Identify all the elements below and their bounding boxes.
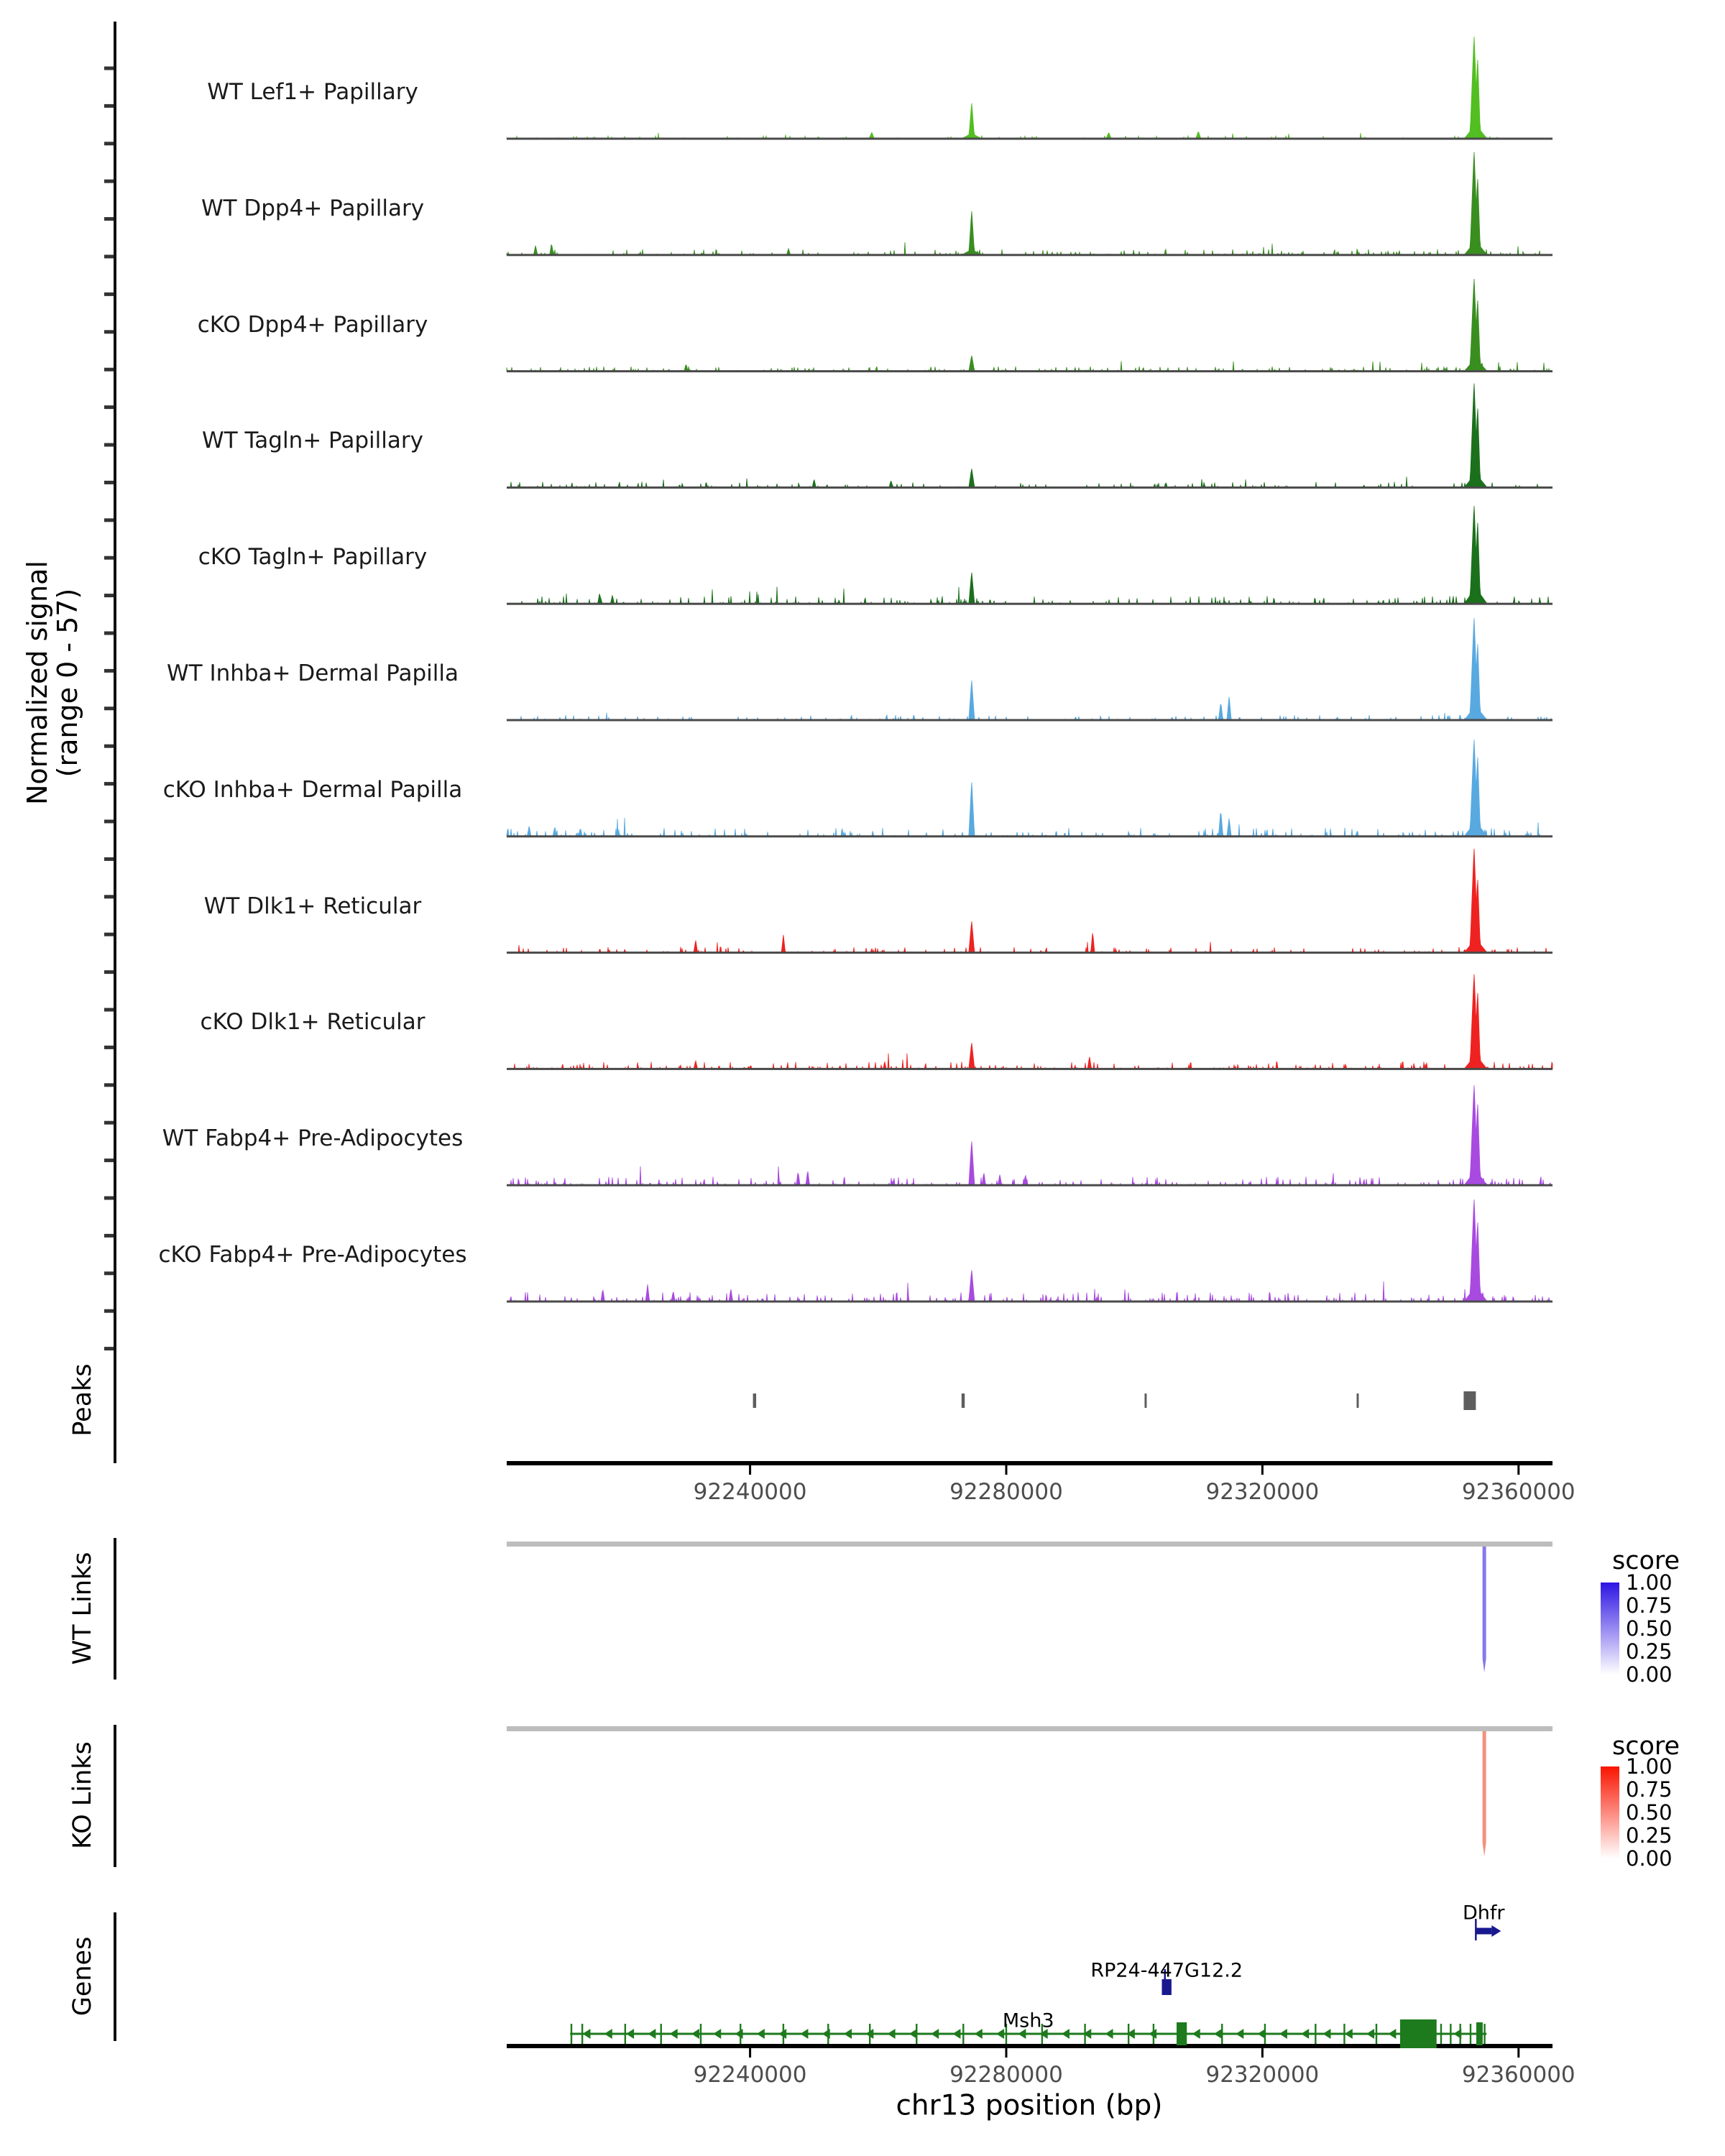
y-axis-label-line1: Normalized signal: [22, 561, 53, 805]
y-axis-tick: [104, 1008, 114, 1012]
exon-tick: [571, 2024, 572, 2044]
exon-tick: [1315, 2024, 1316, 2044]
exon-tick: [740, 2024, 741, 2044]
track-label: WT Dlk1+ Reticular: [203, 893, 422, 919]
genome-axis-tick: [1005, 2048, 1007, 2058]
strand-arrowhead: [1214, 2029, 1222, 2039]
legend-tick-label: 0.75: [1626, 1777, 1673, 1802]
strand-arrowhead: [713, 2029, 721, 2039]
exon-tick: [625, 2024, 626, 2044]
y-axis-tick: [104, 706, 114, 710]
track-label: cKO Dpp4+ Papillary: [197, 311, 428, 338]
axis-tick-label: 92360000: [1461, 1479, 1576, 1505]
section-label-wt-links: WT Links: [68, 1552, 97, 1665]
strand-arrowhead: [931, 2029, 939, 2039]
exon-tick: [700, 2024, 702, 2044]
strand-arrowhead: [888, 2029, 896, 2039]
gene-label: Dhfr: [1462, 1902, 1505, 1925]
exon-tick: [1470, 2024, 1471, 2044]
section-label-genes: Genes: [68, 1936, 97, 2017]
exon-tick: [581, 2024, 583, 2044]
y-axis-tick: [104, 857, 114, 861]
section-line-peaks: [114, 1337, 116, 1463]
axis-tick-label: 92280000: [949, 1479, 1063, 1505]
track-baseline: [507, 719, 1552, 722]
exon-tick: [1221, 2024, 1223, 2044]
strand-arrowhead: [1105, 2029, 1113, 2039]
track-label: WT Inhba+ Dermal Papilla: [167, 660, 459, 686]
strand-arrowhead: [778, 2029, 786, 2039]
coverage-signal: [507, 1199, 1552, 1302]
track-label: cKO Inhba+ Dermal Papilla: [162, 776, 463, 803]
strand-arrowhead: [648, 2029, 656, 2039]
exon-box: [1177, 2022, 1187, 2045]
y-axis-tick: [104, 104, 114, 108]
strand-arrowhead: [757, 2029, 765, 2039]
links-range-bar: [507, 1726, 1552, 1731]
genome-axis-line: [507, 1461, 1552, 1465]
strand-arrowhead: [800, 2029, 808, 2039]
coverage-signal: [507, 975, 1552, 1069]
legend-tick-label: 0.25: [1626, 1639, 1673, 1664]
section-line-wt-links: [114, 1538, 116, 1680]
strand-arrowhead: [1388, 2029, 1396, 2039]
exon-tick: [1084, 2024, 1085, 2044]
track-baseline: [507, 603, 1552, 605]
y-axis-label-line2: (range 0 - 57): [52, 588, 83, 778]
coverage-signal: [507, 279, 1552, 372]
ko-score-gradient-bar: [1601, 1766, 1619, 1858]
gene-label: RP24-447G12.2: [1090, 1959, 1243, 1982]
legend-tick-label: 1.00: [1626, 1754, 1673, 1779]
y-axis-line: [114, 22, 116, 1351]
y-axis-tick: [104, 1271, 114, 1275]
y-axis-tick: [104, 292, 114, 296]
exon-tick: [1376, 2024, 1377, 2044]
y-axis-tick: [104, 1347, 114, 1350]
strand-arrowhead: [952, 2029, 960, 2039]
strand-arrowhead: [1366, 2029, 1374, 2039]
track-baseline: [507, 254, 1552, 256]
strand-arrowhead: [582, 2029, 590, 2039]
genome-axis-tick: [1261, 1465, 1264, 1475]
genome-axis-line: [507, 2044, 1552, 2048]
coverage-signal: [507, 384, 1552, 488]
strand-arrowhead: [735, 2029, 743, 2039]
y-axis-tick: [104, 933, 114, 936]
legend-tick-label: 0.50: [1626, 1800, 1673, 1825]
y-axis-tick: [104, 1121, 114, 1125]
link-line: [1483, 1547, 1486, 1672]
section-label-ko-links: KO Links: [68, 1741, 97, 1849]
y-axis-tick: [104, 594, 114, 597]
gene-label: Msh3: [1002, 2009, 1054, 2032]
peak-call: [1144, 1393, 1146, 1408]
strand-arrowhead: [670, 2029, 678, 2039]
y-axis-tick: [104, 217, 114, 221]
exon-tick: [869, 2024, 870, 2044]
exon-tick: [1440, 2024, 1442, 2044]
y-axis-tick: [104, 142, 114, 145]
strand-arrowhead: [1149, 2029, 1156, 2039]
track-label: WT Lef1+ Papillary: [207, 79, 418, 105]
legend-tick-label: 0.00: [1626, 1662, 1673, 1687]
axis-tick-label: 92240000: [693, 1479, 807, 1505]
exon-tick: [1128, 2024, 1129, 2044]
exon-tick: [783, 2024, 784, 2044]
y-axis-tick: [104, 330, 114, 333]
peak-call: [753, 1393, 756, 1408]
gene-body-line: [1476, 1928, 1491, 1935]
peak-call: [1463, 1391, 1476, 1410]
links-range-bar: [507, 1542, 1552, 1547]
section-label-peaks: Peaks: [68, 1363, 97, 1437]
strand-arrowhead: [604, 2029, 612, 2039]
coverage-signal: [507, 740, 1552, 837]
strand-arrowhead: [1345, 2029, 1353, 2039]
genome-axis-tick: [1261, 2048, 1264, 2058]
y-axis-tick: [104, 745, 114, 748]
track-label: WT Fabp4+ Pre-Adipocytes: [162, 1125, 464, 1152]
y-axis-tick: [104, 518, 114, 522]
strand-arrowhead: [691, 2029, 699, 2039]
y-axis-tick: [104, 556, 114, 560]
strand-arrowhead: [1236, 2029, 1243, 2039]
peak-call: [1356, 1393, 1358, 1408]
y-axis-tick: [104, 481, 114, 484]
exon-box: [1400, 2019, 1437, 2048]
y-axis-tick: [104, 1158, 114, 1162]
track-baseline: [507, 1068, 1552, 1070]
y-axis-tick: [104, 820, 114, 824]
legend-tick-label: 0.75: [1626, 1593, 1673, 1618]
y-axis-tick: [104, 782, 114, 786]
coverage-signal: [507, 37, 1552, 139]
coverage-signal: [507, 849, 1552, 953]
y-axis-tick: [104, 1197, 114, 1200]
exon-tick: [1484, 2024, 1485, 2044]
peak-call: [962, 1393, 965, 1408]
exon-tick: [1264, 2024, 1266, 2044]
coverage-signal: [507, 618, 1552, 720]
track-label: WT Tagln+ Papillary: [202, 428, 423, 454]
legend-tick-label: 0.50: [1626, 1616, 1673, 1641]
genome-axis-tick: [1517, 2048, 1519, 2058]
y-axis-tick: [104, 180, 114, 183]
axis-tick-label: 92280000: [949, 2062, 1063, 2088]
legend-tick-label: 0.00: [1626, 1846, 1673, 1871]
strand-arrowhead: [844, 2029, 852, 2039]
y-axis-tick: [104, 1083, 114, 1087]
coverage-signal: [507, 506, 1552, 604]
strand-arrowhead: [1062, 2029, 1070, 2039]
track-baseline: [507, 138, 1552, 140]
y-axis-tick: [104, 1234, 114, 1238]
exon-tick: [962, 2024, 964, 2044]
y-axis-tick: [104, 368, 114, 372]
strand-arrowhead: [975, 2029, 983, 2039]
track-baseline: [507, 487, 1552, 489]
legend-tick-label: 0.25: [1626, 1823, 1673, 1848]
genome-axis-tick: [749, 1465, 751, 1475]
track-baseline: [507, 1301, 1552, 1303]
exon-tick: [916, 2024, 917, 2044]
track-label: cKO Dlk1+ Reticular: [200, 1009, 426, 1036]
strand-arrowhead: [1192, 2029, 1200, 2039]
exon-tick: [661, 2024, 662, 2044]
track-baseline: [507, 952, 1552, 954]
y-axis-tick: [104, 895, 114, 898]
exon-tick: [1459, 2024, 1460, 2044]
link-line: [1483, 1731, 1486, 1856]
section-line-genes: [114, 1912, 116, 2041]
axis-tick-label: 92360000: [1461, 2062, 1576, 2088]
strand-arrowhead: [1491, 1925, 1501, 1937]
y-axis-tick: [104, 443, 114, 447]
track-label: WT Dpp4+ Papillary: [201, 195, 425, 221]
y-axis-tick: [104, 255, 114, 259]
section-line-ko-links: [114, 1725, 116, 1867]
y-axis-tick: [104, 1046, 114, 1049]
exon-box: [1476, 2022, 1483, 2045]
axis-tick-label: 92240000: [693, 2062, 807, 2088]
wt-links-legend-title: score: [1611, 1547, 1680, 1575]
exon-tick: [1450, 2024, 1451, 2044]
genome-axis-tick: [1517, 1465, 1519, 1475]
legend-tick-label: 1.00: [1626, 1570, 1673, 1595]
y-axis-tick: [104, 1309, 114, 1313]
y-axis-tick: [104, 405, 114, 409]
exon-tick: [1153, 2024, 1154, 2044]
y-axis-tick: [104, 632, 114, 635]
coverage-signal: [507, 152, 1552, 255]
y-axis-tick: [104, 669, 114, 673]
x-axis-title: chr13 position (bp): [896, 2089, 1163, 2122]
genome-axis-tick: [749, 2048, 751, 2058]
track-baseline: [507, 835, 1552, 837]
track-label: cKO Tagln+ Papillary: [198, 544, 428, 571]
strand-arrowhead: [1301, 2029, 1309, 2039]
ko-links-legend-title: score: [1611, 1732, 1680, 1761]
exon-tick: [827, 2024, 829, 2044]
track-baseline: [507, 1184, 1552, 1187]
y-axis-tick: [104, 67, 114, 70]
track-baseline: [507, 370, 1552, 372]
exon-tick: [1343, 2024, 1345, 2044]
genome-axis-tick: [1005, 1465, 1007, 1475]
axis-tick-label: 92320000: [1205, 1479, 1320, 1505]
strand-arrowhead: [626, 2029, 634, 2039]
strand-arrowhead: [1279, 2029, 1287, 2039]
wt-score-gradient-bar: [1601, 1583, 1619, 1674]
track-label: cKO Fabp4+ Pre-Adipocytes: [158, 1242, 467, 1268]
axis-tick-label: 92320000: [1205, 2062, 1320, 2088]
y-axis-tick: [104, 970, 114, 974]
coverage-signal: [507, 1085, 1552, 1185]
strand-arrowhead: [1322, 2029, 1330, 2039]
